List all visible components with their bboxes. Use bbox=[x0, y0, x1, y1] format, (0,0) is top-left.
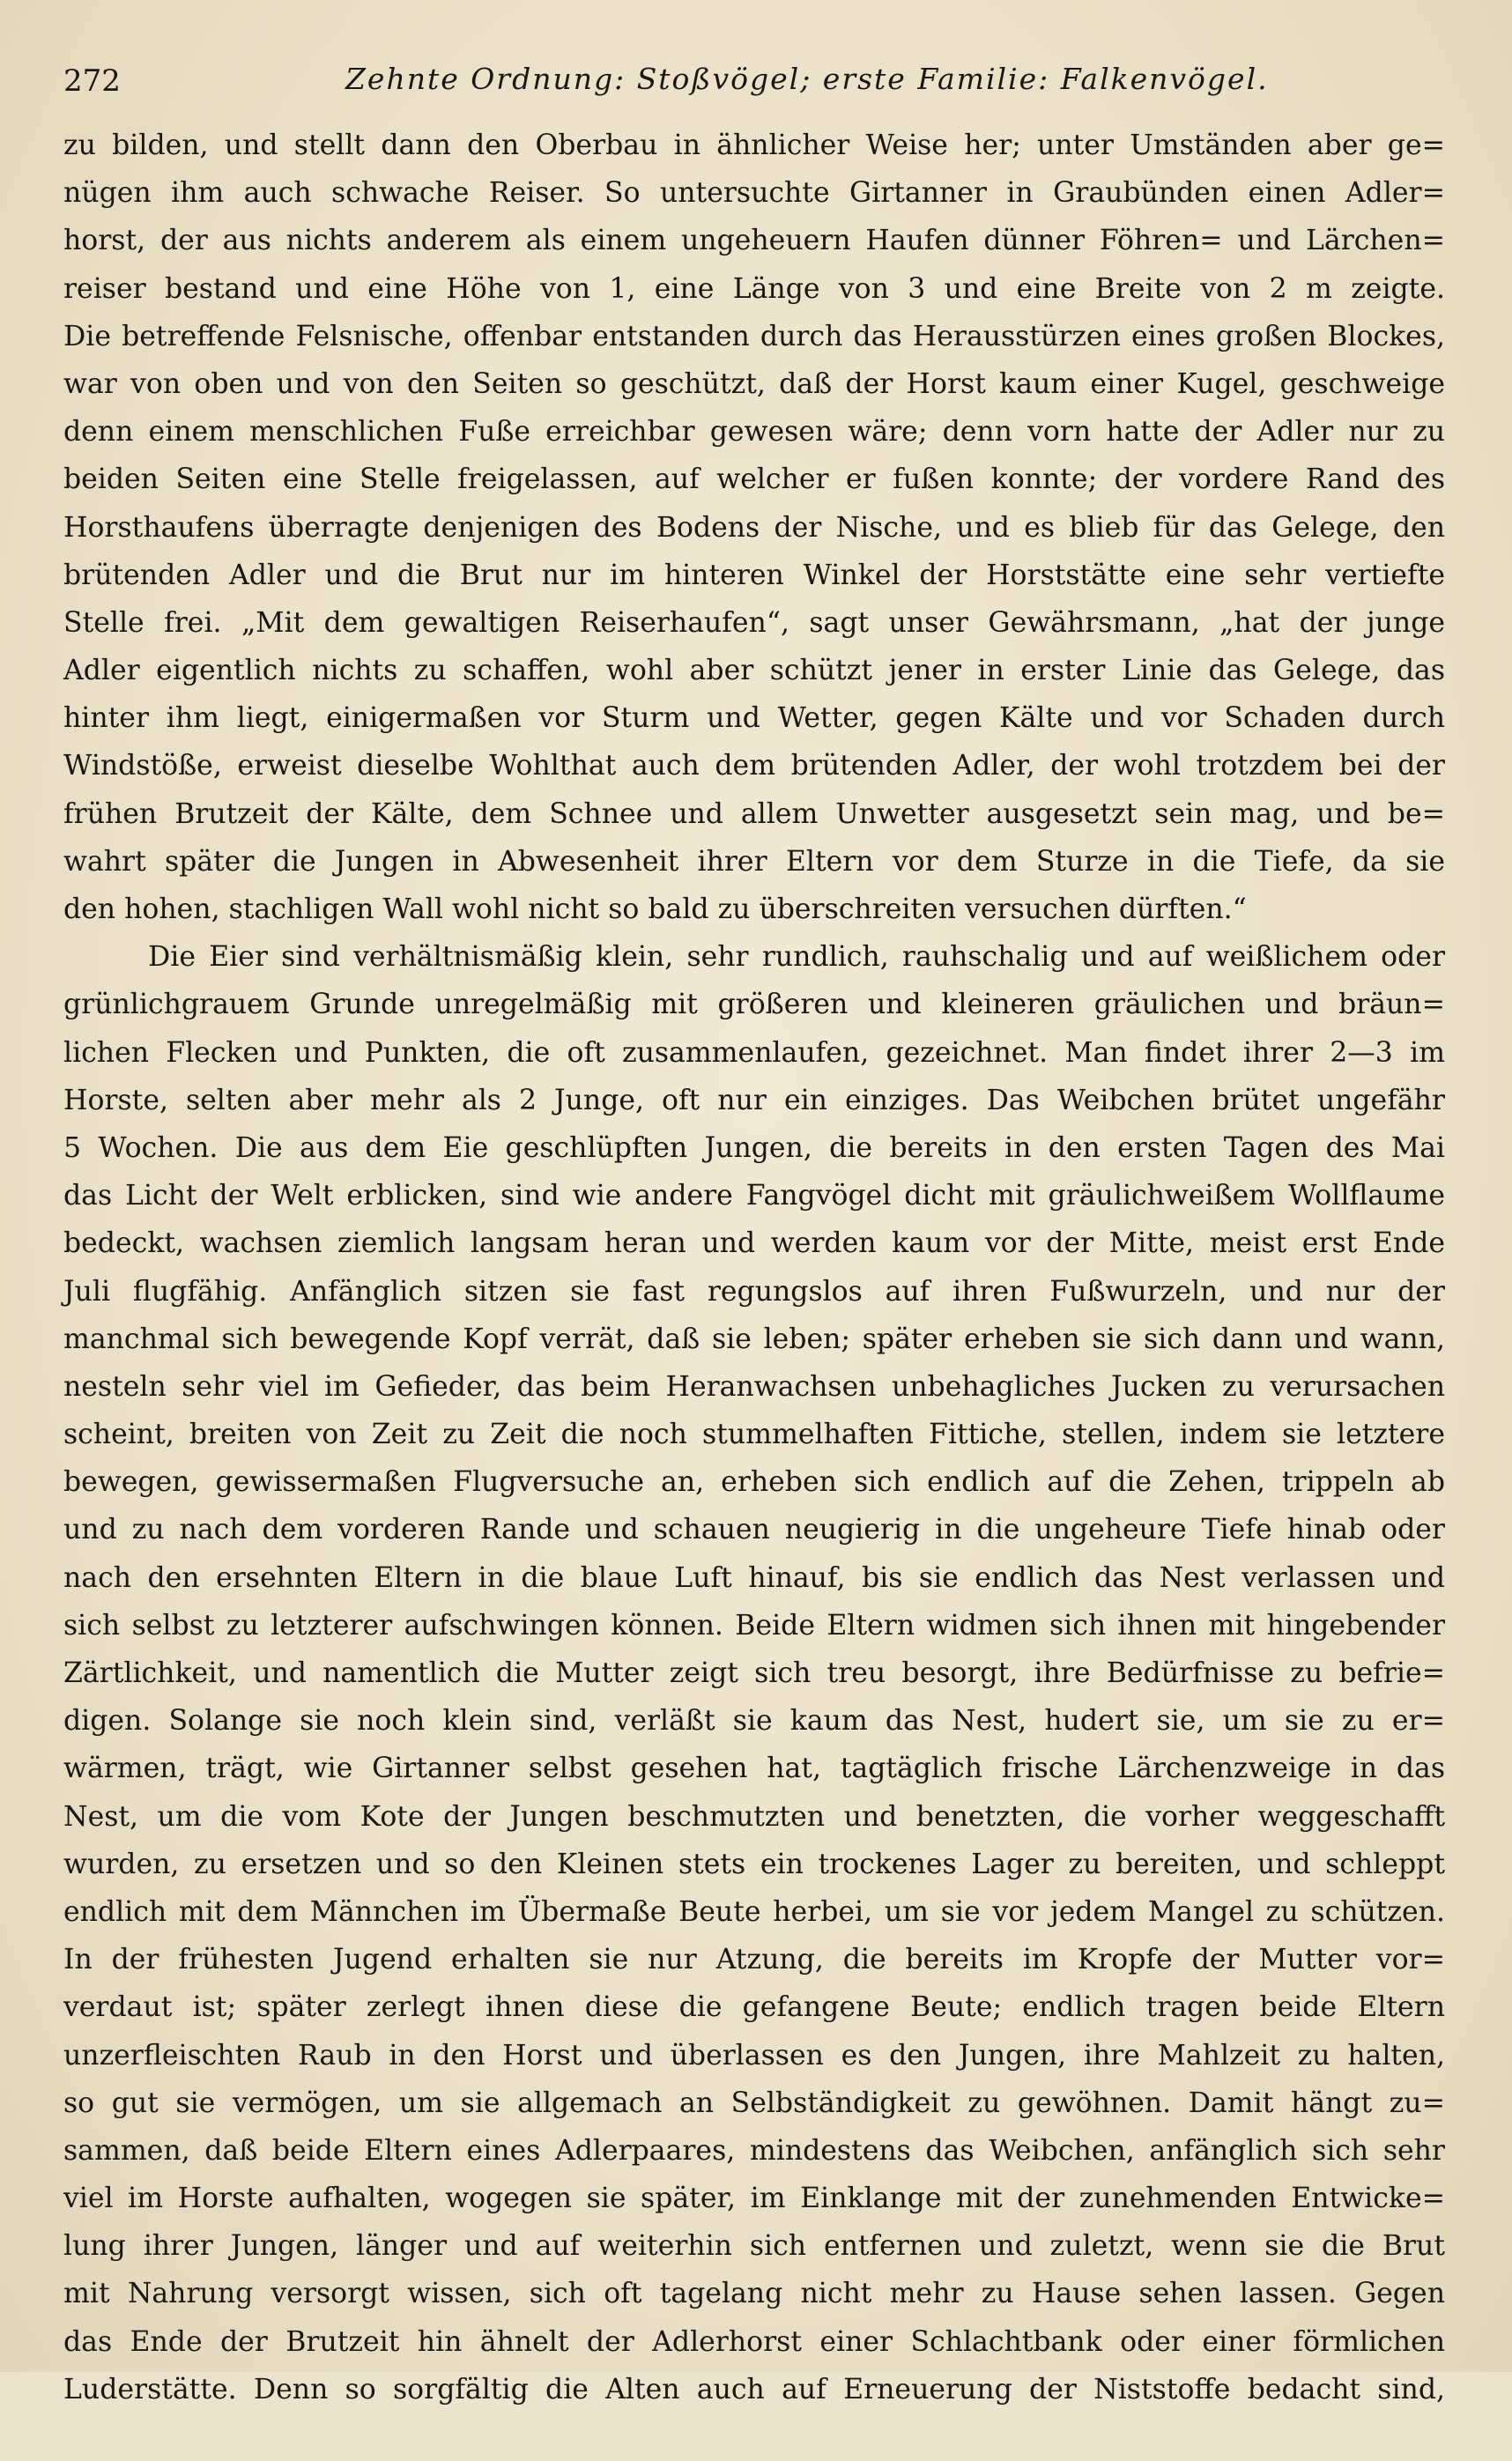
text-line: so gut sie vermögen, um sie allgemach an Selbständigkeit zu gewöhnen. Damit hängt zu= bbox=[63, 2087, 1445, 2119]
text-line: zu bilden, und stellt dann den Oberbau in ähnlicher Weise her; unter Umständen aber ge= bbox=[63, 130, 1445, 161]
text-line: den hohen, stachligen Wall wohl nicht so bald zu überschreiten versuchen dürften.“ bbox=[63, 893, 1247, 925]
text-line: nesteln sehr viel im Gefieder, das beim Heranwachsen unbehagliches Jucken zu verursachen bbox=[63, 1370, 1445, 1403]
text-line: In der frühesten Jugend erhalten sie nur Atzung, die bereits im Kropfe der Mutter vor= bbox=[63, 1944, 1445, 1976]
text-line: Luderstätte. Denn so sorgfältig die Alten auch auf Erneuerung der Niststoffe bedacht sind, bbox=[63, 2373, 1445, 2405]
text-line: Horste, selten aber mehr als 2 Junge, oft nur ein einziges. Das Weibchen brütet ungefähr bbox=[63, 1084, 1445, 1116]
text-line: Juli flugfähig. Anfänglich sitzen sie fast regungslos auf ihren Fußwurzeln, und nur der bbox=[63, 1275, 1445, 1308]
page-header bbox=[63, 56, 1456, 109]
text-line: digen. Solange sie noch klein sind, verläßt sie kaum das Nest, hudert sie, um sie zu er= bbox=[63, 1705, 1445, 1738]
running-head: Zehnte Ordnung: Stoßvögel; erste Familie: Falkenvögel. bbox=[345, 62, 1269, 96]
text-line: Stelle frei. „Mit dem gewaltigen Reiserhaufen“, sagt unser Gewährsmann, „hat der junge bbox=[63, 606, 1445, 639]
text-line: scheint, breiten von Zeit zu Zeit die noch stummelhaften Fittiche, stellen, indem sie letztere bbox=[63, 1419, 1445, 1451]
text-line: bedeckt, wachsen ziemlich langsam heran und werden kaum vor der Mitte, meist erst Ende bbox=[63, 1227, 1445, 1260]
text-line: Windstöße, erweist dieselbe Wohlthat auch dem brütenden Adler, der wohl trotzdem bei der bbox=[63, 750, 1445, 782]
text-line: reiser bestand und eine Höhe von 1, eine Länge von 3 und eine Breite von 2 m zeigte. bbox=[63, 272, 1445, 305]
text-line: lung ihrer Jungen, länger und auf weiterhin sich entfernen und zuletzt, wenn sie die Brut bbox=[63, 2230, 1445, 2263]
text-line: brütenden Adler und die Brut nur im hinteren Winkel der Horststätte eine sehr vertiefte bbox=[63, 559, 1445, 591]
text-line: endlich mit dem Männchen im Übermaße Beute herbei, um sie vor jedem Mangel zu schützen. bbox=[63, 1895, 1445, 1928]
text-line: Zärtlichkeit, und namentlich die Mutter zeigt sich treu besorgt, ihre Bedürfnisse zu befrie= bbox=[63, 1657, 1445, 1689]
text-line: horst, der aus nichts anderem als einem ungeheuern Haufen dünner Föhren= und Lärchen= bbox=[63, 225, 1445, 257]
text-line bbox=[63, 2413, 1445, 2461]
text-line: unzerfleischten Raub in den Horst und überlassen es den Jungen, ihre Mahlzeit zu halten, bbox=[63, 2039, 1445, 2072]
text-line: hinter ihm liegt, einigermaßen vor Sturm und Wetter, gegen Kälte und vor Schaden durch bbox=[63, 702, 1445, 735]
text-line: verdaut ist; später zerlegt ihnen diese die gefangene Beute; endlich tragen beide Eltern bbox=[63, 1991, 1445, 2024]
text-line: nügen ihm auch schwache Reiser. So untersuchte Girtanner in Graubünden einen Adler= bbox=[63, 177, 1445, 210]
text-line: wärmen, trägt, wie Girtanner selbst gesehen hat, tagtäglich frische Lärchenzweige in das bbox=[63, 1753, 1445, 1785]
text-line: grünlichgrauem Grunde unregelmäßig mit größeren und kleineren gräulichen und bräun= bbox=[63, 989, 1445, 1021]
text-line: viel im Horste aufhalten, wogegen sie später, im Einklange mit der zunehmenden Entwicke= bbox=[63, 2183, 1445, 2215]
text-line: denn einem menschlichen Fuße erreichbar gewesen wäre; denn vorn hatte der Adler nur zu bbox=[63, 416, 1445, 448]
text-line: beiden Seiten eine Stelle freigelassen, auf welcher er fußen konnte; der vordere Rand des bbox=[63, 463, 1445, 496]
text-line: frühen Brutzeit der Kälte, dem Schnee und allem Unwetter ausgesetzt sein mag, und be= bbox=[63, 797, 1445, 830]
text-line: das Ende der Brutzeit hin ähnelt der Adlerhorst einer Schlachtbank oder einer förmlichen bbox=[63, 2325, 1445, 2358]
text-line: Nest, um die vom Kote der Jungen beschmutzten und benetzten, die vorher weggeschafft bbox=[63, 1800, 1445, 1833]
text-line: lichen Flecken und Punkten, die oft zusammenlaufen, gezeichnet. Man findet ihrer 2—3 im bbox=[63, 1036, 1445, 1069]
text-line: mit Nahrung versorgt wissen, sich oft tagelang nicht mehr zu Hause sehen lassen. Gegen bbox=[63, 2278, 1445, 2310]
text-line: manchmal sich bewegende Kopf verrät, daß sie leben; später erheben sie sich dann und wann, bbox=[63, 1323, 1445, 1355]
text-line: sammen, daß beide Eltern eines Adlerpaares, mindestens das Weibchen, anfänglich sich sehr bbox=[63, 2134, 1445, 2167]
text-line: und zu nach dem vorderen Rande und schauen neugierig in die ungeheure Tiefe hinab oder bbox=[63, 1514, 1445, 1546]
text-line: Adler eigentlich nichts zu schaffen, wohl aber schützt jener in erster Linie das Gelege, das bbox=[63, 655, 1445, 687]
text-line: war von oben und von den Seiten so geschützt, daß der Horst kaum einer Kugel, geschweige bbox=[63, 367, 1445, 400]
text-line: bewegen, gewissermaßen Flugversuche an, erheben sich endlich auf die Zehen, trippeln ab bbox=[63, 1466, 1445, 1499]
text-line: wurden, zu ersetzen und so den Kleinen stets ein trockenes Lager zu bereiten, und schleppt bbox=[63, 1848, 1445, 1880]
paragraph-start-line: Die Eier sind verhältnismäßig klein, sehr rundlich, rauhschalig und auf weißlichem oder bbox=[148, 941, 1445, 974]
text-line: nach den ersehnten Eltern in die blaue Luft hinauf, bis sie endlich das Nest verlassen und bbox=[63, 1561, 1445, 1594]
text-line: sich selbst zu letzterer aufschwingen können. Beide Eltern widmen sich ihnen mit hingebender bbox=[63, 1609, 1445, 1642]
text-line: das Licht der Welt erblicken, sind wie andere Fangvögel dicht mit gräulichweißem Wollflaume bbox=[63, 1180, 1445, 1212]
body-text bbox=[63, 122, 1445, 2461]
page-number: 272 bbox=[63, 63, 121, 99]
text-line: Horsthaufens überragte denjenigen des Bodens der Nische, und es blieb für das Gelege, den bbox=[63, 511, 1445, 544]
text-line: 5 Wochen. Die aus dem Eie geschlüpften Jungen, die bereits in den ersten Tagen des Mai bbox=[63, 1131, 1445, 1164]
text-line: wahrt später die Jungen in Abwesenheit ihrer Eltern vor dem Sturze in die Tiefe, da sie bbox=[63, 845, 1445, 878]
text-line: Die betreffende Felsnische, offenbar entstanden durch das Herausstürzen eines großen Blockes, bbox=[63, 320, 1445, 352]
